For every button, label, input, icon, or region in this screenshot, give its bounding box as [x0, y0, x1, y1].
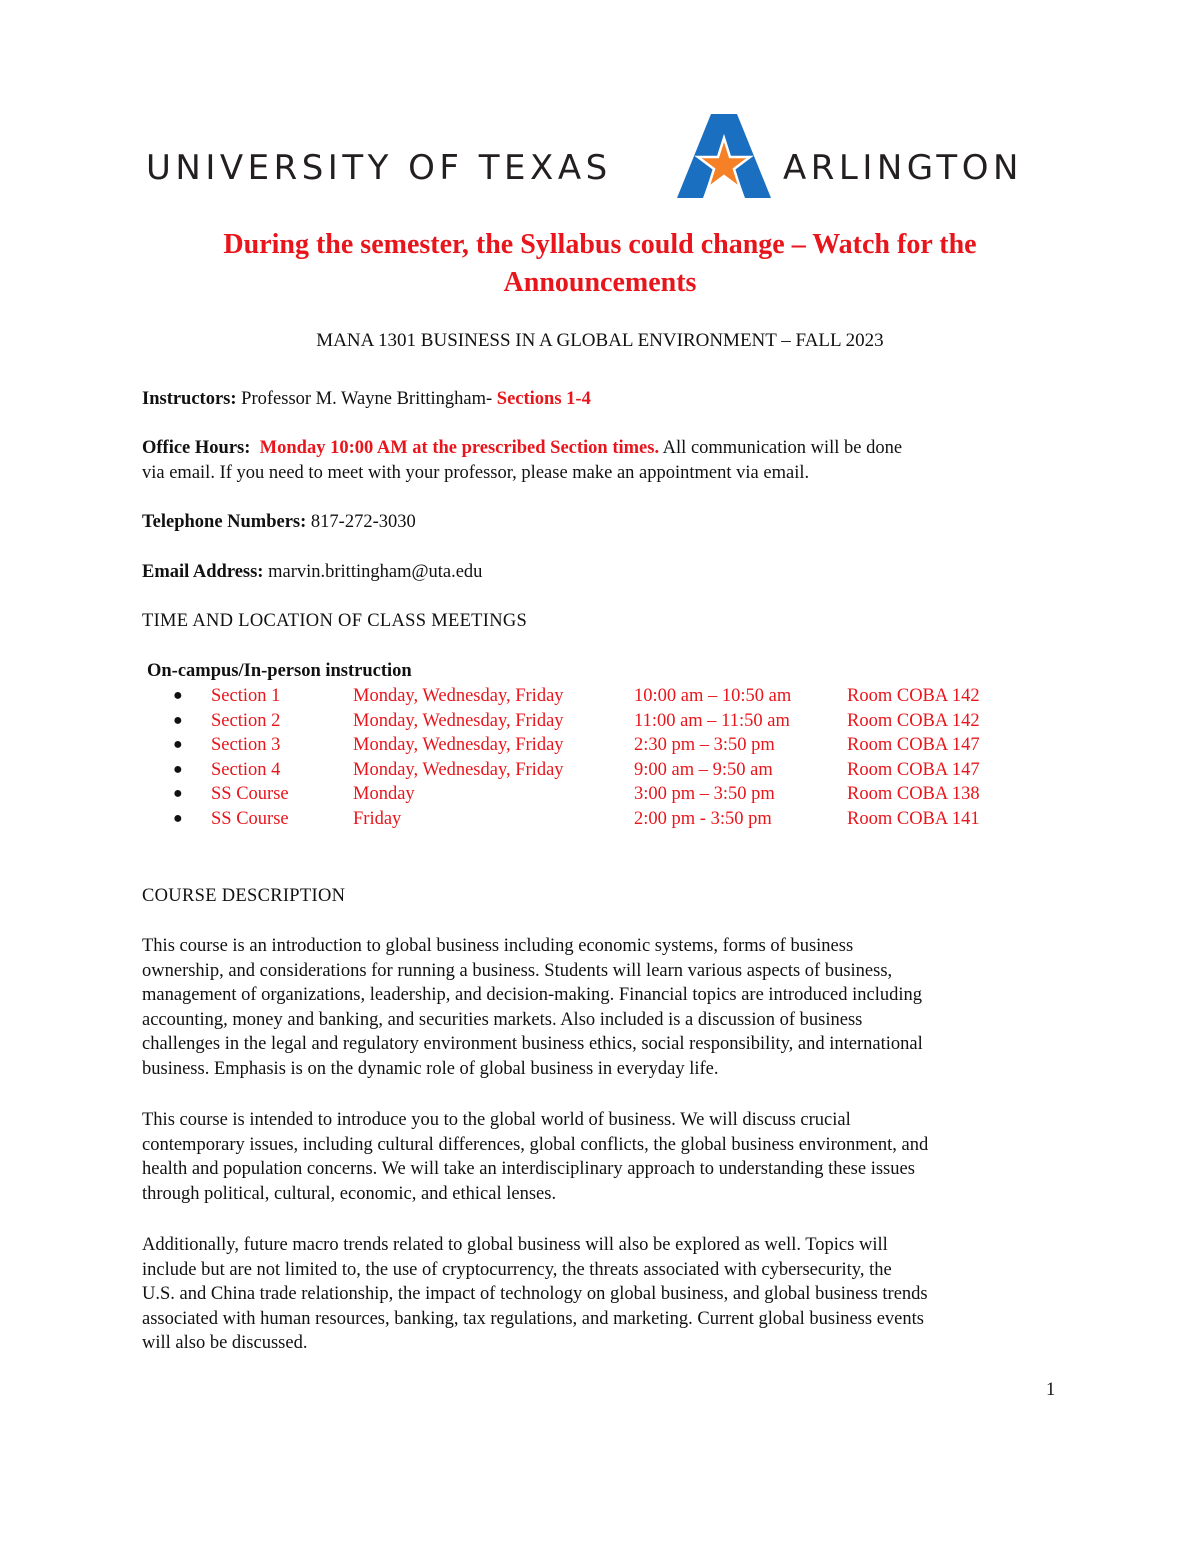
paragraph-line: will also be discussed.: [142, 1333, 308, 1354]
paragraph-line: contemporary issues, including cultural differences, global conflicts, the global business environment, and: [142, 1134, 929, 1155]
schedule-section: Section 2: [211, 710, 281, 731]
office-hours-line-2: via email. If you need to meet with your professor, please make an appointment via email.: [142, 463, 810, 483]
schedule-days: Friday: [353, 808, 402, 829]
paragraph-line: health and population concerns. We will take an interdisciplinary approach to understanding these issues: [142, 1159, 915, 1180]
bullet-icon: ●: [173, 736, 183, 754]
instructors-line: [142, 387, 1062, 412]
schedule-days: Monday, Wednesday, Friday: [353, 710, 564, 731]
uta-a-star-icon: [673, 112, 773, 200]
page-number: 1: [1046, 1380, 1056, 1400]
email-value[interactable]: marvin.brittingham@uta.edu: [263, 562, 483, 582]
paragraph-line: Additionally, future macro trends related to global business will also be explored as well. Topics will: [142, 1235, 888, 1255]
office-hours-highlight: Monday 10:00 AM at the prescribed Section times.: [259, 438, 660, 458]
telephone-line: [142, 510, 1062, 535]
schedule-room: Room COBA 138: [847, 784, 980, 805]
office-hours-line: [142, 436, 1062, 461]
schedule-row: [170, 684, 1070, 709]
uta-logo: [140, 112, 1060, 204]
description-paragraph-3: [142, 1233, 1067, 1356]
instructor-name: Professor M. Wayne Brittingham-: [236, 389, 497, 409]
schedule-room: Room COBA 142: [847, 686, 980, 706]
logo-text-left: UNIVERSITY OF TEXAS: [146, 148, 612, 188]
schedule-section: Section 3: [211, 735, 281, 756]
syllabus-change-warning: [100, 226, 1100, 302]
schedule-time: 2:00 pm - 3:50 pm: [634, 808, 772, 829]
time-location-heading: TIME AND LOCATION OF CLASS MEETINGS: [142, 611, 528, 631]
instruction-heading: On-campus/In-person instruction: [147, 661, 412, 681]
schedule-section: SS Course: [211, 784, 289, 805]
paragraph-line: accounting, money and banking, and securities markets. Also included is a discussion of business: [142, 1009, 863, 1030]
paragraph-line: business. Emphasis is on the dynamic role of global business in everyday life.: [142, 1058, 719, 1079]
schedule-days: Monday, Wednesday, Friday: [353, 759, 564, 780]
paragraph-line: through political, cultural, economic, and ethical lenses.: [142, 1183, 557, 1204]
warning-line-2: Announcements: [503, 267, 697, 298]
schedule-room: Room COBA 141: [847, 808, 980, 829]
paragraph-line: This course is intended to introduce you to the global world of business. We will discuss crucial: [142, 1110, 851, 1130]
telephone-value: 817-272-3030: [306, 512, 416, 532]
instructors-label: Instructors:: [142, 389, 237, 409]
description-paragraph-1: [142, 934, 1067, 1082]
course-title: MANA 1301 BUSINESS IN A GLOBAL ENVIRONMENT – FALL 2023: [316, 330, 884, 351]
schedule-time: 3:00 pm – 3:50 pm: [634, 784, 775, 805]
schedule-days: Monday: [353, 784, 415, 805]
instructor-sections: Sections 1-4: [496, 389, 591, 409]
bullet-icon: ●: [173, 809, 183, 827]
schedule-time: 10:00 am – 10:50 am: [634, 686, 792, 706]
schedule-row: [170, 782, 1070, 807]
paragraph-line: This course is an introduction to global business including economic systems, forms of business: [142, 936, 854, 956]
class-schedule-list: [170, 684, 1070, 832]
schedule-time: 9:00 am – 9:50 am: [634, 759, 773, 780]
paragraph-line: associated with human resources, banking, tax regulations, and marketing. Current global business events: [142, 1308, 924, 1329]
paragraph-line: U.S. and China trade relationship, the impact of technology on global business, and global business trends: [142, 1284, 928, 1305]
office-hours-rest: All communication will be done: [659, 438, 903, 458]
schedule-time: 11:00 am – 11:50 am: [634, 710, 790, 731]
schedule-row: [170, 709, 1070, 734]
schedule-time: 2:30 pm – 3:50 pm: [634, 735, 775, 756]
bullet-icon: ●: [173, 785, 183, 803]
schedule-section: Section 4: [211, 759, 281, 780]
schedule-days: Monday, Wednesday, Friday: [353, 735, 564, 756]
schedule-row: [170, 733, 1070, 758]
description-paragraph-2: [142, 1108, 1067, 1206]
email-line: [142, 560, 1062, 585]
course-description-heading: COURSE DESCRIPTION: [142, 886, 346, 906]
schedule-room: Room COBA 147: [847, 735, 980, 756]
paragraph-line: management of organizations, leadership, and decision-making. Financial topics are introduced including: [142, 985, 923, 1006]
paragraph-line: challenges in the legal and regulatory environment business ethics, social responsibility, and international: [142, 1034, 923, 1055]
schedule-section: SS Course: [211, 808, 289, 829]
paragraph-line: include but are not limited to, the use of cryptocurrency, the threats associated with cybersecurity, the: [142, 1259, 892, 1280]
telephone-label: Telephone Numbers:: [142, 512, 307, 532]
logo-text-right: ARLINGTON: [783, 148, 1023, 188]
schedule-days: Monday, Wednesday, Friday: [353, 686, 564, 706]
office-hours-label: Office Hours:: [142, 438, 251, 458]
warning-line-1: During the semester, the Syllabus could change – Watch for the: [223, 229, 977, 260]
schedule-row: [170, 758, 1070, 783]
schedule-section: Section 1: [211, 686, 281, 706]
schedule-room: Room COBA 142: [847, 710, 980, 731]
schedule-room: Room COBA 147: [847, 759, 980, 780]
bullet-icon: ●: [173, 711, 183, 729]
paragraph-line: ownership, and considerations for running a business. Students will learn various aspects of business,: [142, 960, 893, 981]
email-label: Email Address:: [142, 562, 264, 582]
schedule-row: [170, 807, 1070, 832]
bullet-icon: ●: [173, 687, 183, 704]
bullet-icon: ●: [173, 760, 183, 778]
